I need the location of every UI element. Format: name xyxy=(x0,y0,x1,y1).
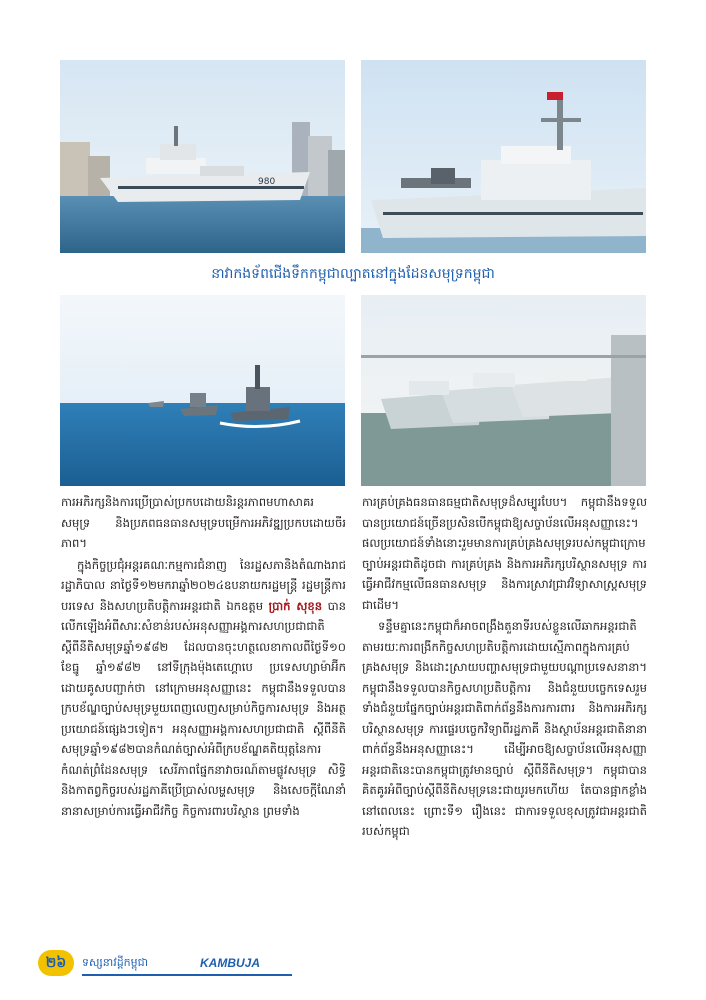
page-footer xyxy=(38,948,298,978)
photo-caption: នាវាកងទ័ពជើងទឹកកម្ពុជាល្បាតនៅក្នុងដែនសមុទ្រកម្ពុជា xyxy=(211,266,495,282)
photo-naval-ship-city xyxy=(60,60,345,253)
photo-patrol-boat-closeup xyxy=(361,60,646,253)
publication-name-khmer: ទស្សនាវដ្តីកម្ពុជា xyxy=(82,956,149,969)
article-text: ក្នុងកិច្ចប្រជុំអន្តរគណៈកម្មការជំនាញ នៃរដ្ឋសភានិងតំណាងរាជរដ្ឋាភិបាល នាថ្ងៃទី១២មករាឆ្នាំ២០២៤ឧបនាយករដ្ឋមន្ត្រី រដ្ឋមន្ត្រីការបរទេស និងសហប្រតិបត្តិការអន្តរជាតិ ឯកឧត្តម xyxy=(61,557,346,613)
article-paragraph: ទន្ទឹមគ្នានេះកម្ពុជាក៏អាចពង្រឹងតួនាទីរបស់ខ្លួនលើឆាកអន្តរជាតិតាមរយៈការពង្រីកកិច្ចសហប្រតិបត្តិការដោយស្មើភាពក្នុងការគ្រប់គ្រងសមុទ្រ និងដោះស្រាយបញ្ហាសមុទ្រជាមួយបណ្តាប្រទេសនានា។ កម្ពុជានឹងទទួលបានកិច្ចសហប្រតិបត្តិការ និងជំនួយបច្ចេកទេសរួមទាំងជំនួយផ្នែកច្បាប់អន្តរជាតិពាក់ព័ន្ធនឹងការការពារ និងការអភិរក្សបរិស្ថានសមុទ្រ ការផ្ទេរបច្ចេកវិទ្យាពីរដ្ឋភាគី និងស្ថាប័នអន្តរជាតិនានាពាក់ព័ន្ធនឹងអនុសញ្ញានេះ។ ដើម្បីអាចឱ្យសច្ចាប័នលើអនុសញ្ញាអន្តរជាតិនេះបានកម្ពុជាត្រូវមានច្បាប់ ស្តីពីនីតិសមុទ្រ។ កម្ពុជាបានគិតគូរអំពីច្បាប់ស្តីពីនីតិសមុទ្រនេះជាយូរមកហើយ តែបានផ្អាកខ្លាំងនៅពេលនេះ ព្រោះទី១ រឿងនេះ ជាការទទួលខុសត្រូវជាអន្តរជាតិរបស់កម្ពុជា xyxy=(362,619,647,838)
article-column-right xyxy=(362,492,647,942)
footer-divider xyxy=(82,974,292,976)
photo-patrol-boats-docked xyxy=(361,295,646,486)
article-paragraph xyxy=(61,555,346,822)
photo-warships-at-sea xyxy=(60,295,345,486)
article-column-left xyxy=(61,492,346,942)
article-paragraph: ការគ្រប់គ្រងធនធានធម្មជាតិសមុទ្រដ៏សម្បូរបែប។ កម្ពុជានឹងទទួលបានប្រយោជន៍ច្រើនប្រសិនបើកម្ពុជាឱ្យសច្ចាប័នលើអនុសញ្ញានេះ។ ផលប្រយោជន៍ទាំងនោះរួមមានការគ្រប់គ្រងសមុទ្ររបស់កម្ពុជាក្រោមច្បាប់អន្តរជាតិដូចជា ការគ្រប់គ្រង និងការអភិរក្សបរិស្ថានសមុទ្រ ការធ្វើអាជីវកម្មលើធនធានសមុទ្រ និងការស្រាវជ្រាវវិទ្យាសាស្ត្រសមុទ្រជាដើម។ xyxy=(362,495,647,612)
minister-name: ប្រាក់ សុខុន xyxy=(268,598,323,613)
article-paragraph: ការអភិរក្សនិងការប្រើប្រាស់ប្រកបដោយនិរន្តរភាពមហាសាគរ សមុទ្រ និងប្រភពធនធានសមុទ្របម្រើការអភិវឌ្ឍប្រកបដោយចីរភាព។ xyxy=(61,495,346,550)
page-number: ២៦ xyxy=(38,950,74,976)
svg-text:980: 980 xyxy=(258,177,276,187)
publication-name-latin: KAMBUJA xyxy=(200,956,260,970)
article-text: បានលើកឡើងអំពីសារៈសំខាន់របស់អនុសញ្ញាអង្គការសហប្រជាជាតិ ស្តីពីនីតិសមុទ្រឆ្នាំ១៩៨២ ដែលបានចុះហត្ថលេខាកាលពីថ្ងៃទី១០ ខែធ្នូ ឆ្នាំ១៩៨២ នៅទីក្រុងម៉ុងតេហ្គោបេ ប្រទេសហ្សាម៉ាអ៊ីក ដោយគូសបញ្ជាក់ថា នៅក្រោមអនុសញ្ញានេះ កម្ពុជានឹងទទួលបានក្របខ័ណ្ឌច្បាប់សមុទ្រមួយពេញលេញសម្រាប់កិច្ចការសមុទ្រ និងអត្ថប្រយោជន៍ផ្សេងៗទៀត។ អនុសញ្ញាអង្គការសហប្រជាជាតិ ស្តីពីនីតិសមុទ្រឆ្នាំ១៩៨២បានកំណត់ច្បាស់អំពីក្របខ័ណ្ឌគតិយុត្តនៃការកំណត់ព្រំដែនសមុទ្រ សេរីភាពផ្នែកនាវាចរណ៍តាមផ្លូវសមុទ្រ សិទ្ធិនិងកាតព្វកិច្ចរបស់រដ្ឋភាគីប្រើប្រាស់លម្ហសមុទ្រ និងសេចក្តីណែនាំនានាសម្រាប់ការធ្វើអាជីវកិច្ច កិច្ចការពារបរិស្ថាន ព្រមទាំង xyxy=(61,598,346,818)
